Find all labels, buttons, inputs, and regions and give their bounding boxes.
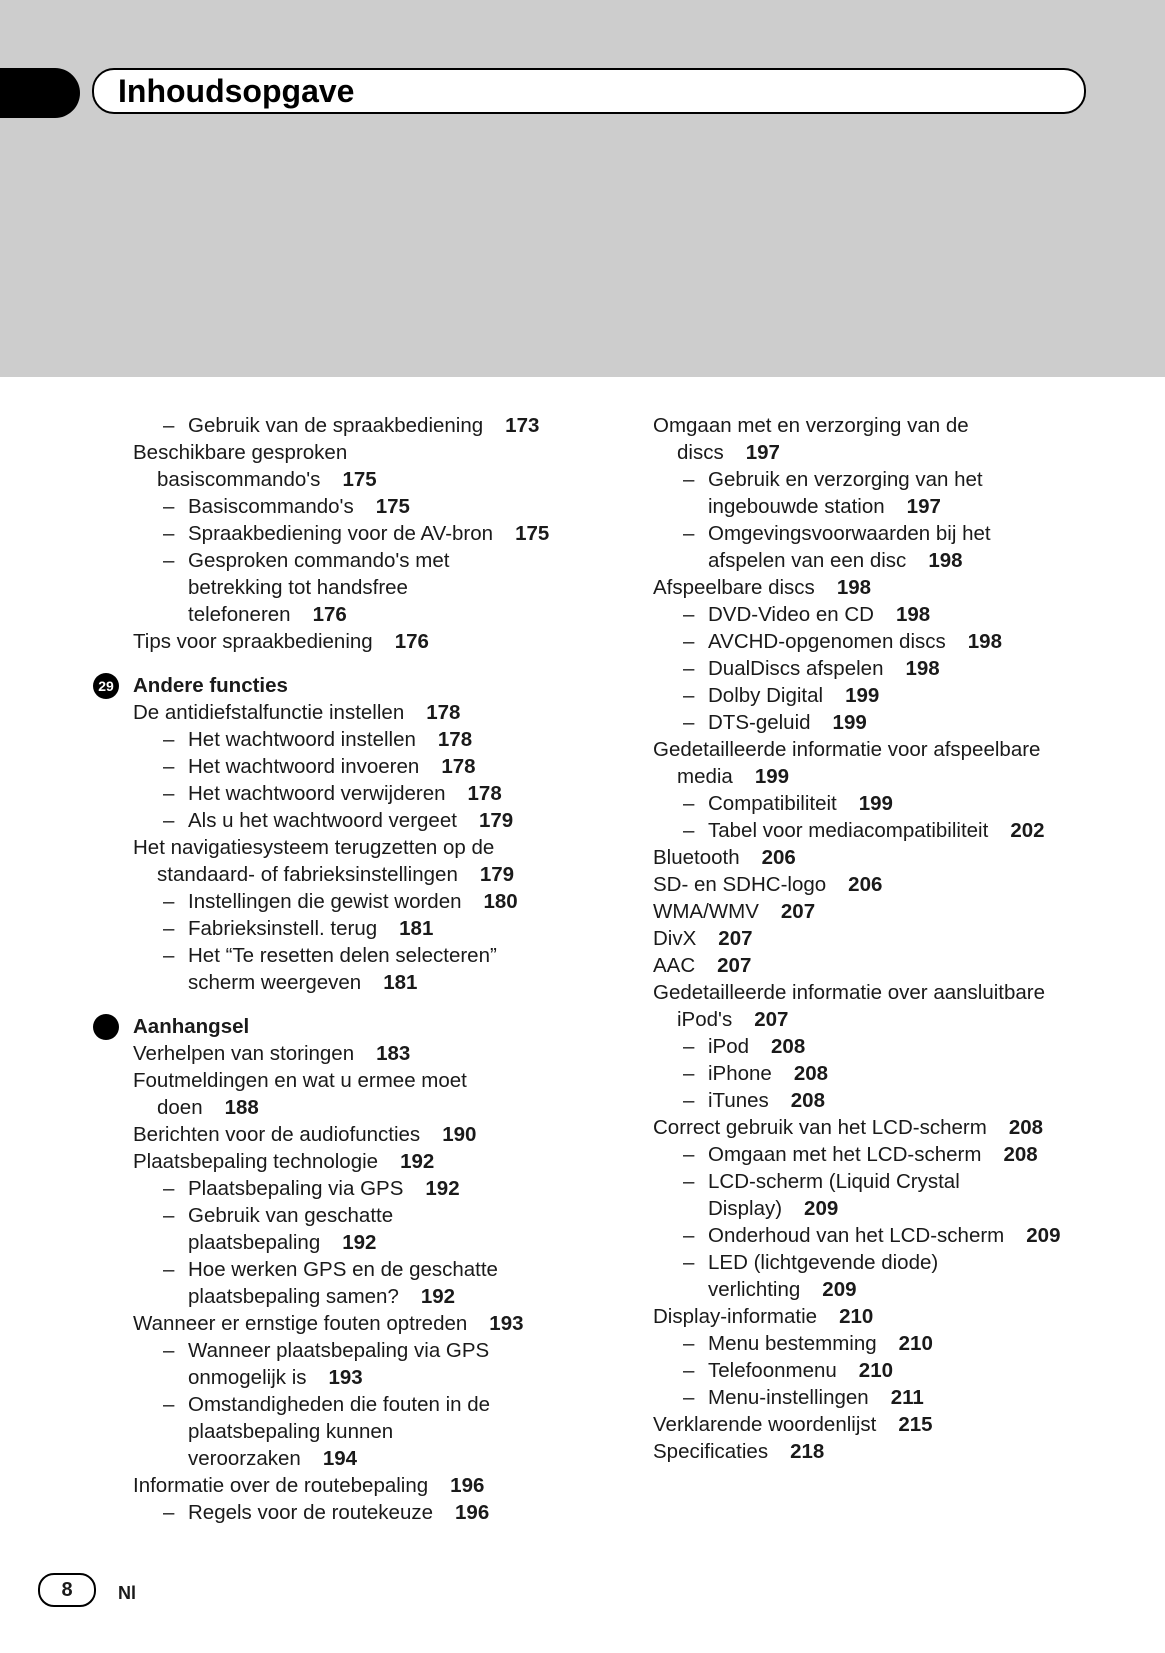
toc-entry[interactable]: [653, 871, 1083, 898]
toc-entry[interactable]: [133, 1202, 613, 1229]
toc-right-list: [653, 412, 1083, 1465]
toc-entry-text: Informatie over de routebepaling: [133, 1474, 429, 1497]
toc-entry-text: Foutmeldingen en wat u ermee moet: [133, 1069, 467, 1092]
toc-entry[interactable]: [653, 439, 1083, 466]
toc-entry[interactable]: [133, 1310, 613, 1337]
toc-entry[interactable]: [653, 736, 1083, 763]
dash-bullet: –: [683, 1386, 695, 1409]
toc-entry-text: onmogelijk is: [188, 1366, 307, 1389]
toc-entry[interactable]: [653, 412, 1083, 439]
toc-entry[interactable]: [653, 790, 1083, 817]
toc-page-number: 178: [467, 782, 502, 805]
toc-entry[interactable]: [653, 763, 1083, 790]
toc-entry[interactable]: [653, 979, 1083, 1006]
toc-entry-text: Menu-instellingen: [708, 1386, 869, 1409]
toc-entry[interactable]: [133, 628, 613, 655]
toc-entry[interactable]: [653, 1087, 1083, 1114]
dash-bullet: –: [683, 1224, 695, 1247]
toc-entry-text: Het wachtwoord verwijderen: [188, 782, 446, 805]
toc-entry-text: discs: [677, 441, 724, 464]
toc-entry[interactable]: [653, 601, 1083, 628]
toc-entry-text: Correct gebruik van het LCD-scherm: [653, 1116, 987, 1139]
toc-entry-text: Afspeelbare discs: [653, 576, 815, 599]
toc-entry-text: Gesproken commando's met: [188, 549, 450, 572]
toc-page-number: 183: [376, 1042, 411, 1065]
toc-entry[interactable]: [133, 1229, 613, 1256]
toc-page-number: 206: [848, 873, 883, 896]
toc-entry[interactable]: [653, 655, 1083, 682]
dash-bullet: –: [683, 1062, 695, 1085]
dash-bullet: –: [163, 890, 175, 913]
toc-page-number: 209: [822, 1278, 857, 1301]
toc-entry-text: DVD-Video en CD: [708, 603, 874, 626]
toc-entry[interactable]: [133, 942, 613, 969]
toc-entry[interactable]: [133, 807, 613, 834]
toc-page-number: 198: [967, 630, 1002, 653]
toc-entry-text: scherm weergeven: [188, 971, 362, 994]
toc-page-number: 192: [342, 1231, 377, 1254]
toc-entry-text: Gedetailleerde informatie over aansluitbare: [653, 981, 1046, 1004]
dash-bullet: –: [163, 917, 175, 940]
toc-entry[interactable]: [133, 1499, 613, 1526]
toc-entry-text: Specificaties: [653, 1440, 769, 1463]
toc-entry[interactable]: [133, 969, 613, 996]
section-title: Aanhangsel: [133, 1015, 250, 1038]
toc-entry[interactable]: [653, 1033, 1083, 1060]
toc-entry-text: Gebruik van de spraakbediening: [188, 414, 484, 437]
toc-entry[interactable]: [133, 1148, 613, 1175]
toc-entry-text: DivX: [653, 927, 697, 950]
toc-entry-text: iTunes: [708, 1089, 769, 1112]
toc-entry-text: Regels voor de routekeuze: [188, 1501, 434, 1524]
dash-bullet: –: [163, 1177, 175, 1200]
toc-entry[interactable]: [133, 1067, 613, 1094]
toc-page-number: 173: [505, 414, 540, 437]
toc-entry-text: plaatsbepaling: [188, 1231, 321, 1254]
toc-entry-text: WMA/WMV: [653, 900, 759, 923]
dash-bullet: –: [163, 1501, 175, 1524]
toc-entry[interactable]: [133, 493, 613, 520]
toc-entry-text: Omgaan met het LCD-scherm: [708, 1143, 982, 1166]
toc-page-number: 192: [425, 1177, 460, 1200]
toc-entry[interactable]: [653, 1222, 1083, 1249]
dash-bullet: –: [683, 657, 695, 680]
toc-entry-text: iPhone: [708, 1062, 772, 1085]
toc-entry-text: AVCHD-opgenomen discs: [708, 630, 946, 653]
toc-entry-text: Display-informatie: [653, 1305, 818, 1328]
toc-entry[interactable]: [653, 898, 1083, 925]
toc-entry-text: Hoe werken GPS en de geschatte: [188, 1258, 498, 1281]
toc-page-number: 176: [312, 603, 347, 626]
toc-entry-text: DualDiscs afspelen: [708, 657, 884, 680]
toc-page-number: 194: [322, 1447, 358, 1470]
dash-bullet: –: [163, 755, 175, 778]
toc-page-number: 218: [790, 1440, 825, 1463]
toc-page-number: 198: [895, 603, 931, 626]
toc-page-number: 178: [426, 701, 461, 724]
toc-entry-text: Gedetailleerde informatie voor afspeelbare: [653, 738, 1041, 761]
toc-entry-text: ingebouwde station: [708, 495, 885, 518]
toc-entry[interactable]: [653, 1114, 1083, 1141]
toc-page-number: 215: [898, 1413, 933, 1436]
toc-entry[interactable]: [653, 925, 1083, 952]
toc-page-number: 179: [478, 809, 514, 832]
toc-entry[interactable]: [133, 753, 613, 780]
toc-entry[interactable]: [133, 412, 613, 439]
toc-entry[interactable]: [653, 547, 1083, 574]
toc-page-number: 209: [1026, 1224, 1061, 1247]
dash-bullet: –: [163, 522, 175, 545]
toc-entry[interactable]: [133, 1337, 613, 1364]
toc-entry[interactable]: [653, 1438, 1083, 1465]
dash-bullet: –: [163, 414, 175, 437]
toc-page-number: 208: [790, 1089, 825, 1112]
toc-entry-text: Onderhoud van het LCD-scherm: [708, 1224, 1005, 1247]
toc-entry-text: standaard- of fabrieksinstellingen: [157, 863, 458, 886]
toc-entry[interactable]: [653, 1168, 1083, 1195]
toc-page-number: 196: [455, 1501, 490, 1524]
toc-entry-text: iPod's: [677, 1008, 733, 1031]
toc-entry[interactable]: [133, 547, 613, 574]
toc-entry-text: Gebruik en verzorging van het: [708, 468, 983, 491]
toc-page-number: 193: [489, 1312, 524, 1335]
toc-left-column: [98, 412, 613, 1526]
toc-entry[interactable]: [653, 952, 1083, 979]
toc-page-number: 197: [906, 495, 941, 518]
section-header-aanhangsel: [133, 1013, 613, 1040]
toc-page-number: 207: [718, 927, 753, 950]
toc-page-number: 207: [754, 1008, 789, 1031]
toc-entry[interactable]: [133, 726, 613, 753]
dash-bullet: –: [163, 1258, 175, 1281]
dash-bullet: –: [163, 782, 175, 805]
toc-entry[interactable]: [133, 1418, 613, 1445]
toc-entry[interactable]: [133, 915, 613, 942]
toc-page-number: 207: [780, 900, 816, 923]
toc-entry[interactable]: [133, 780, 613, 807]
toc-page-number: 199: [858, 792, 893, 815]
toc-page-number: 192: [400, 1150, 435, 1173]
toc-entry[interactable]: [653, 574, 1083, 601]
dash-bullet: –: [163, 1204, 175, 1227]
toc-entry-text: SD- en SDHC-logo: [653, 873, 827, 896]
toc-entry[interactable]: [133, 699, 613, 726]
dash-bullet: –: [163, 728, 175, 751]
toc-page-number: 202: [1010, 819, 1045, 842]
dash-bullet: –: [683, 1251, 695, 1274]
toc-entry[interactable]: [653, 1384, 1083, 1411]
dash-bullet: –: [163, 809, 175, 832]
section-title: Andere functies: [133, 674, 288, 697]
toc-entry-text: Display): [708, 1197, 783, 1220]
toc-entry-text: Bluetooth: [653, 846, 740, 869]
toc-page-number: 209: [804, 1197, 839, 1220]
toc-page-number: 210: [839, 1305, 874, 1328]
toc-page-number: 208: [1008, 1116, 1044, 1139]
toc-entry[interactable]: [653, 1006, 1083, 1033]
page-title: Inhoudsopgave: [118, 73, 355, 109]
toc-entry-text: plaatsbepaling kunnen: [188, 1420, 394, 1443]
toc-entry-text: Het wachtwoord instellen: [188, 728, 416, 751]
toc-entry[interactable]: [653, 493, 1083, 520]
page-number-badge: [38, 1573, 96, 1607]
toc-entry-text: Het wachtwoord invoeren: [188, 755, 420, 778]
toc-page-number: 175: [342, 468, 377, 491]
toc-entry-text: Berichten voor de audiofuncties: [133, 1123, 421, 1146]
toc-page-number: 188: [224, 1096, 259, 1119]
toc-section-list: [133, 699, 613, 996]
toc-entry-text: Wanneer er ernstige fouten optreden: [133, 1312, 468, 1335]
toc-entry-text: Omstandigheden die fouten in de: [188, 1393, 491, 1416]
toc-entry[interactable]: [653, 1195, 1083, 1222]
page-number: 8: [61, 1579, 73, 1601]
toc-entry-text: DTS-geluid: [708, 711, 811, 734]
toc-entry-text: Gebruik van geschatte: [188, 1204, 394, 1227]
dash-bullet: –: [163, 1393, 175, 1416]
toc-page-number: 180: [483, 890, 518, 913]
dash-bullet: –: [683, 522, 695, 545]
toc-entry-text: Telefoonmenu: [708, 1359, 837, 1382]
toc-entry[interactable]: [653, 1276, 1083, 1303]
dash-bullet: –: [683, 468, 695, 491]
toc-entry[interactable]: [653, 709, 1083, 736]
toc-entry[interactable]: [653, 1411, 1083, 1438]
toc-right-column: [653, 412, 1083, 1465]
toc-entry[interactable]: [653, 844, 1083, 871]
toc-entry[interactable]: [653, 1249, 1083, 1276]
dash-bullet: –: [683, 819, 695, 842]
toc-page-number: 190: [442, 1123, 477, 1146]
toc-entry-text: doen: [157, 1096, 203, 1119]
toc-entry[interactable]: [133, 1283, 613, 1310]
toc-entry[interactable]: [653, 1330, 1083, 1357]
dash-bullet: –: [683, 711, 695, 734]
toc-entry-text: verlichting: [708, 1278, 801, 1301]
dash-bullet: –: [683, 1359, 695, 1382]
dash-bullet: –: [683, 1143, 695, 1166]
toc-entry-text: LCD-scherm (Liquid Crystal: [708, 1170, 960, 1193]
toc-left-list: [133, 412, 613, 655]
dash-bullet: –: [683, 1170, 695, 1193]
dash-bullet: –: [163, 549, 175, 572]
toc-entry-text: Dolby Digital: [708, 684, 824, 707]
toc-page-number: 210: [898, 1332, 933, 1355]
toc-entry-text: Het navigatiesysteem terugzetten op de: [133, 836, 495, 859]
toc-page-number: 210: [858, 1359, 894, 1382]
toc-page-number: 192: [420, 1285, 456, 1308]
dash-bullet: –: [683, 603, 695, 626]
toc-page-number: 199: [832, 711, 867, 734]
toc-page-number: 197: [745, 441, 780, 464]
toc-entry[interactable]: [653, 1357, 1083, 1384]
dash-bullet: –: [163, 944, 175, 967]
dash-bullet: –: [683, 1035, 695, 1058]
toc-page-number: 206: [761, 846, 796, 869]
toc-entry[interactable]: [133, 861, 613, 888]
dash-bullet: –: [163, 1339, 175, 1362]
toc-entry[interactable]: [133, 1364, 613, 1391]
toc-entry-text: Beschikbare gesproken: [133, 441, 348, 464]
section-header-andere-functies: [98, 672, 613, 699]
toc-entry-text: Basiscommando's: [188, 495, 354, 518]
toc-entry[interactable]: [133, 1175, 613, 1202]
title-pill: [92, 68, 1086, 114]
toc-entry[interactable]: [653, 628, 1083, 655]
toc-entry-text: veroorzaken: [188, 1447, 301, 1470]
toc-entry[interactable]: [133, 1391, 613, 1418]
toc-entry-text: betrekking tot handsfree: [188, 576, 408, 599]
toc-entry-text: Plaatsbepaling via GPS: [188, 1177, 404, 1200]
header-band: [0, 0, 1165, 377]
toc-page-number: 211: [890, 1386, 924, 1409]
toc-page-number: 198: [836, 576, 872, 599]
toc-entry-text: Het “Te resetten delen selecteren”: [188, 944, 497, 967]
toc-section-list: [133, 1040, 613, 1526]
toc-page-number: 175: [375, 495, 410, 518]
toc-entry-text: De antidiefstalfunctie instellen: [133, 701, 405, 724]
toc-entry[interactable]: [133, 888, 613, 915]
section-number-badge: [93, 1014, 119, 1040]
toc-entry-text: Als u het wachtwoord vergeet: [188, 809, 457, 832]
toc-entry-text: basiscommando's: [157, 468, 321, 491]
toc-entry-text: Verhelpen van storingen: [133, 1042, 355, 1065]
toc-entry-text: Plaatsbepaling technologie: [133, 1150, 379, 1173]
toc-entry-text: Instellingen die gewist worden: [188, 890, 462, 913]
toc-entry[interactable]: [133, 1445, 613, 1472]
toc-entry[interactable]: [653, 1141, 1083, 1168]
toc-entry-text: Tabel voor mediacompatibiliteit: [708, 819, 989, 842]
toc-entry-text: Omgevingsvoorwaarden bij het: [708, 522, 991, 545]
toc-page-number: 176: [394, 630, 429, 653]
toc-entry-text: Tips voor spraakbediening: [133, 630, 373, 653]
toc-entry-text: media: [677, 765, 733, 788]
dash-bullet: –: [683, 1089, 695, 1112]
toc-page-number: 208: [771, 1035, 806, 1058]
toc-page-number: 199: [845, 684, 880, 707]
toc-page-number: 181: [399, 917, 434, 940]
toc-entry[interactable]: [133, 1256, 613, 1283]
dash-bullet: –: [683, 630, 695, 653]
toc-entry-text: plaatsbepaling samen?: [188, 1285, 399, 1308]
toc-entry-text: Compatibiliteit: [708, 792, 837, 815]
toc-entry[interactable]: [133, 1121, 613, 1148]
dash-bullet: –: [683, 1332, 695, 1355]
toc-entry-text: Fabrieksinstell. terug: [188, 917, 378, 940]
toc-entry-text: Omgaan met en verzorging van de: [653, 414, 969, 437]
toc-entry-text: Verklarende woordenlijst: [653, 1413, 877, 1436]
toc-entry[interactable]: [133, 439, 613, 466]
toc-entry[interactable]: [133, 1040, 613, 1067]
toc-page-number: 198: [928, 549, 963, 572]
dash-bullet: –: [683, 792, 695, 815]
toc-entry[interactable]: [133, 574, 613, 601]
language-code: Nl: [118, 1583, 136, 1603]
toc-page-number: 207: [717, 954, 752, 977]
toc-entry[interactable]: [653, 520, 1083, 547]
toc-entry[interactable]: [133, 834, 613, 861]
toc-entry[interactable]: [133, 520, 613, 547]
toc-page-number: 208: [793, 1062, 829, 1085]
toc-entry[interactable]: [133, 1472, 613, 1499]
dash-bullet: –: [163, 495, 175, 518]
toc-entry-text: afspelen van een disc: [708, 549, 907, 572]
toc-entry-text: LED (lichtgevende diode): [708, 1251, 939, 1274]
toc-entry[interactable]: [133, 601, 613, 628]
toc-entry-text: iPod: [708, 1035, 750, 1058]
toc-entry[interactable]: [653, 682, 1083, 709]
toc-entry-text: Menu bestemming: [708, 1332, 877, 1355]
toc-page-number: 199: [754, 765, 790, 788]
toc-entry[interactable]: [133, 1094, 613, 1121]
toc-page-number: 193: [328, 1366, 363, 1389]
toc-page-number: 198: [905, 657, 940, 680]
section-number-badge: 29: [93, 673, 119, 699]
toc-page-number: 181: [383, 971, 418, 994]
toc-page-number: 196: [450, 1474, 485, 1497]
toc-entry-text: Spraakbediening voor de AV-bron: [188, 522, 494, 545]
chapter-tab: [0, 68, 80, 118]
dash-bullet: –: [683, 684, 695, 707]
toc-page-number: 178: [437, 728, 473, 751]
toc-entry[interactable]: [133, 466, 613, 493]
toc-page-number: 175: [515, 522, 550, 545]
toc-entry-text: telefoneren: [188, 603, 291, 626]
toc-entry[interactable]: [653, 817, 1083, 844]
toc-entry[interactable]: [653, 466, 1083, 493]
toc-entry-text: Wanneer plaatsbepaling via GPS: [188, 1339, 490, 1362]
toc-page-number: 179: [479, 863, 515, 886]
toc-entry-text: AAC: [653, 954, 696, 977]
toc-entry[interactable]: [653, 1060, 1083, 1087]
toc-entry[interactable]: [653, 1303, 1083, 1330]
toc-page-number: 178: [441, 755, 476, 778]
toc-page-number: 208: [1003, 1143, 1038, 1166]
